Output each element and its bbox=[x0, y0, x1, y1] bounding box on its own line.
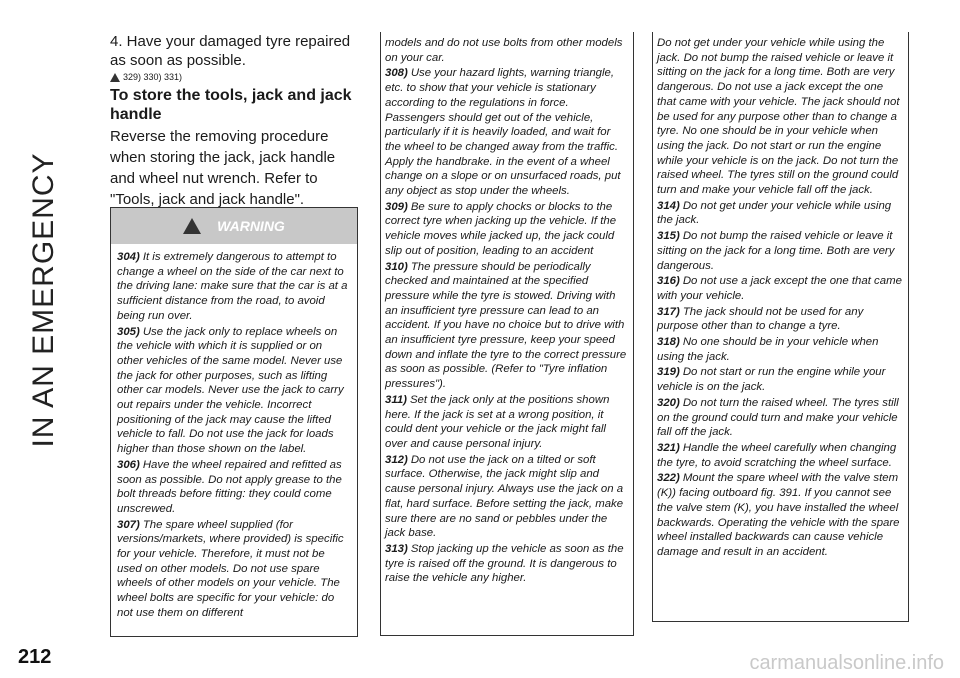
warning-references-text: 329) 330) 331) bbox=[123, 72, 183, 82]
note-number: 309) bbox=[385, 200, 408, 213]
warning-references bbox=[110, 72, 358, 82]
warning-note bbox=[117, 458, 351, 517]
warning-note bbox=[385, 542, 629, 586]
warning-note bbox=[657, 396, 904, 440]
page-number: 212 bbox=[18, 646, 52, 668]
note-number: 317) bbox=[657, 305, 680, 318]
section-title-vertical bbox=[14, 20, 74, 580]
note-number: 308) bbox=[385, 67, 408, 80]
note-text: The spare wheel supplied (for versions/markets, where provided) is specific for your vehicle. Therefore, it must not be used on other models. Do not use spare wheels of other models on your vehicle. The wheel bolts are specific for your vehicle: do not use them on different bbox=[117, 518, 344, 619]
note-text: The jack should not be used for any purpose other than to change a tyre. bbox=[657, 305, 864, 333]
warning-note bbox=[657, 365, 904, 394]
warning-triangle-icon bbox=[110, 73, 120, 82]
note-text: Handle the wheel carefully when changing the tyre, to avoid scratching the wheel surface. bbox=[657, 441, 897, 469]
note-number: 316) bbox=[657, 275, 680, 288]
note-text: The pressure should be periodically checked and maintained at the specified pressure while the tyre is stowed. Driving with an insufficient tyre pressure can lead to an accident. If you have no choice but to drive with an insufficient tyre pressure, keep your speed down and inflate the tyre to the correct pressure as soon as possible. (Refer to "Tyre inflation pressures"). bbox=[385, 260, 627, 391]
note-number: 313) bbox=[385, 542, 408, 555]
note-text: Have the wheel repaired and refitted as soon as possible. Do not apply grease to the bolt threads before fitting: they could come unscrewed. bbox=[117, 458, 342, 515]
note-text: Do not bump the raised vehicle or leave it sitting on the jack for a long time. Both are very dangerous. bbox=[657, 230, 895, 272]
warning-note bbox=[657, 274, 904, 303]
warning-triangle-icon bbox=[183, 218, 201, 234]
warning-notes-col3 bbox=[652, 32, 909, 622]
note-number: 320) bbox=[657, 396, 680, 409]
note-continuation: models and do not use bolts from other models on your car. bbox=[385, 37, 623, 64]
main-column bbox=[110, 32, 358, 210]
note-text: Stop jacking up the vehicle as soon as the tyre is raised off the ground. It is dangerous to raise the vehicle any higher. bbox=[385, 542, 624, 585]
warning-notes-col1 bbox=[111, 244, 357, 628]
note-number: 311) bbox=[385, 393, 407, 406]
note-text: Do not use a jack except the one that came with your vehicle. bbox=[657, 275, 902, 302]
note-number: 314) bbox=[657, 199, 680, 212]
note-number: 322) bbox=[657, 472, 680, 485]
note-number: 321) bbox=[657, 441, 680, 454]
warning-note bbox=[385, 260, 629, 392]
note-text: Do not start or run the engine while your vehicle is on the jack. bbox=[657, 366, 886, 394]
warning-title: WARNING bbox=[217, 218, 285, 234]
warning-note bbox=[117, 250, 351, 324]
note-number: 304) bbox=[117, 251, 140, 263]
warning-note bbox=[385, 200, 629, 259]
note-continuation: Do not get under your vehicle while using the jack. Do not bump the raised vehicle or leave it sitting on the jack for a long time. Both are very dangerous. Do not use a jack except the one that came with your vehicle. The jack should not be used for any purpose other than to change a tyre. No one should be in your vehicle when using the jack. Do not start or run the engine while your vehicle is on the jack. Do not turn the raised wheel. The tyres still on the ground could turn and make your vehicle fall off the jack. bbox=[657, 37, 900, 197]
note-text: Do not get under your vehicle while using the jack. bbox=[657, 199, 892, 227]
note-text: Do not turn the raised wheel. The tyres still on the ground could turn and make your vehicle fall off the jack. bbox=[657, 396, 899, 439]
warning-notes-col2 bbox=[380, 32, 634, 636]
note-number: 318) bbox=[657, 336, 680, 349]
warning-note bbox=[657, 229, 904, 273]
warning-note bbox=[657, 335, 904, 364]
note-number: 312) bbox=[385, 453, 408, 466]
note-text: No one should be in your vehicle when using the jack. bbox=[657, 336, 879, 363]
warning-header bbox=[111, 208, 357, 244]
note-text: Mount the spare wheel with the valve stem (K)) facing outboard fig. 391. If you cannot see the valve stem (K), you have installed the wheel backwards. Operating the vehicle with the spare wheel installed backwards can cause vehicle damage and result in an accident. bbox=[657, 472, 900, 558]
warning-note bbox=[385, 393, 629, 452]
note-number: 319) bbox=[657, 366, 680, 379]
note-text: Use your hazard lights, warning triangle, etc. to show that your vehicle is stationary according to the regulations in force. Passengers should get out of the vehicle, particularly if it is heavily loaded, and wait for the wheel to be changed away from the traffic. Apply the handbrake. in the event of a wheel change on a slope or on unsurfaced roads, put any object as stop under the wheels. bbox=[385, 67, 621, 198]
note-number: 315) bbox=[657, 230, 680, 243]
watermark-text: carmanualsonline.info bbox=[749, 652, 944, 674]
note-text: Use the jack only to replace wheels on the vehicle with which it is supplied or on other vehicles of the same model. Never use the jack for other purposes, such as lifting other car models. Never use the jack to carry out repairs under the vehicle. Incorrect positioning of the jack may cause the lifted vehicle to fall. Do not use the jack for loads higher than those shown on the label. bbox=[117, 325, 344, 456]
warning-note bbox=[657, 441, 904, 470]
note-number: 310) bbox=[385, 260, 408, 273]
warning-note bbox=[385, 66, 629, 198]
note-text: Do not use the jack on a tilted or soft surface. Otherwise, the jack might slip and cause personal injury. Always use the jack on a flat, hard surface. Before setting the jack, make sure there are no sand or pebbles under the jack base. bbox=[385, 453, 624, 540]
note-number: 307) bbox=[117, 518, 140, 531]
section-title-text: IN AN EMERGENCY bbox=[27, 152, 60, 448]
warning-note bbox=[657, 305, 904, 334]
note-number: 305) bbox=[117, 325, 140, 338]
note-number: 306) bbox=[117, 458, 140, 471]
warning-note bbox=[657, 471, 904, 559]
step-4-text: 4. Have your damaged tyre repaired as soon as possible. bbox=[110, 33, 351, 69]
body-paragraph: Reverse the removing procedure when storing the jack, jack handle and wheel nut wrench. Refer to "Tools, jack and jack handle". bbox=[110, 128, 336, 208]
warning-note bbox=[385, 453, 629, 541]
warning-note bbox=[117, 518, 351, 621]
note-text: Set the jack only at the positions shown here. If the jack is set at a wrong position, it could dent your vehicle or the jack might fall over and cause personal injury. bbox=[385, 393, 610, 450]
section-heading: To store the tools, jack and jack handle bbox=[110, 87, 352, 123]
warning-box bbox=[110, 207, 358, 637]
note-text: It is extremely dangerous to attempt to change a wheel on the side of the car next to the driving lane: make sure that the car is at a sufficient distance from the road, to avoid being run over. bbox=[117, 251, 348, 322]
warning-note bbox=[657, 199, 904, 228]
warning-note bbox=[117, 325, 351, 457]
note-text: Be sure to apply chocks or blocks to the correct tyre when jacking up the vehicle. If the vehicle moves while jacked up, the jack could slip out of position, leading to an accident bbox=[385, 200, 617, 257]
